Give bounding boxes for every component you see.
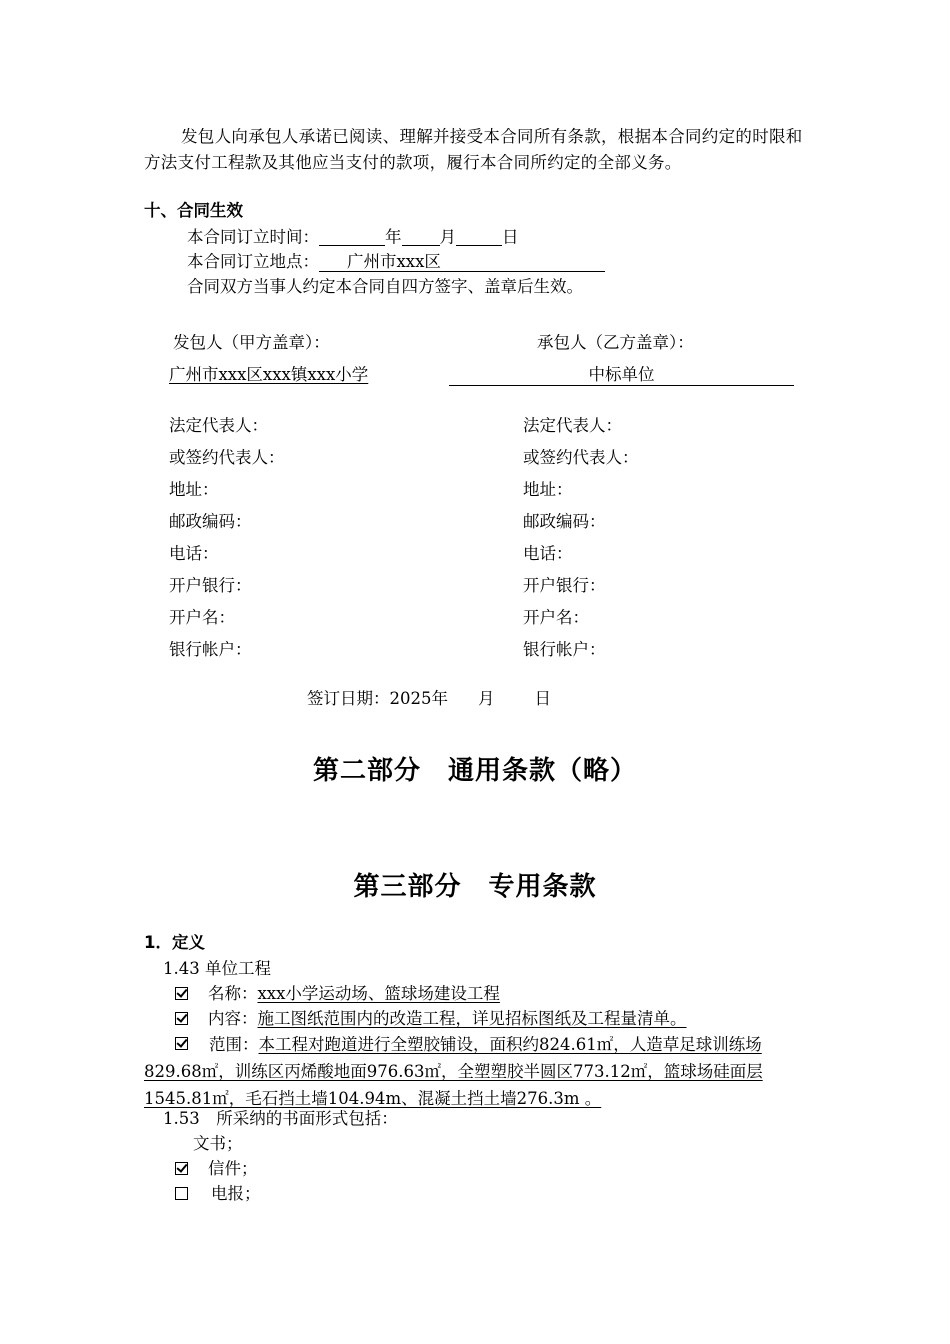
content-checkbox[interactable] <box>175 1012 188 1025</box>
name-value: xxx小学运动场、篮球场建设工程 <box>257 984 500 1003</box>
form-telegram-row <box>175 1186 261 1203</box>
letter-checkbox[interactable] <box>175 1162 188 1175</box>
sign-date-day: 日 <box>534 689 551 708</box>
part2-title: 第二部分 通用条款（略） <box>312 756 637 786</box>
signing-place-line <box>187 254 605 272</box>
contractor-field-label: 开户银行： <box>523 576 606 595</box>
section-heading-effect: 十、合同生效 <box>144 201 243 220</box>
effect-text: 合同双方当事人约定本合同自四方签字、盖章后生效。 <box>187 277 583 296</box>
signing-place-value: 广州市xxx区 <box>319 254 605 272</box>
month-blank[interactable] <box>402 229 440 246</box>
employer-field-label: 地址： <box>169 480 219 499</box>
scope-row <box>144 1031 808 1112</box>
part3-title: 第三部分 专用条款 <box>353 872 597 902</box>
name-label: 名称： <box>208 984 258 1003</box>
form-letter-row <box>175 1161 258 1178</box>
employer-field-label: 开户银行： <box>169 576 252 595</box>
content-value: 施工图纸范围内的改造工程，详见招标图纸及工程量清单。 <box>257 1009 687 1028</box>
contractor-field-label: 或签约代表人： <box>523 448 639 467</box>
telegram-checkbox[interactable] <box>175 1187 188 1200</box>
contractor-label: 承包人（乙方盖章）： <box>537 333 694 352</box>
name-row <box>175 986 500 1003</box>
sign-date-month: 月 <box>478 689 495 708</box>
contractor-field-label: 银行帐户： <box>523 640 606 659</box>
day-blank[interactable] <box>456 229 502 246</box>
contractor-field-label: 开户名： <box>523 608 589 627</box>
scope-label: 范围： <box>209 1035 259 1054</box>
intro-paragraph: 发包人向承包人承诺已阅读、理解并接受本合同所有条款，根据本合同约定的时限和方法支付工程款及其他应当支付的款项，履行本合同所约定的全部义务。 <box>144 127 803 172</box>
definitions-heading: 1．定义 <box>144 933 205 952</box>
contractor-field-label: 邮政编码： <box>523 512 606 531</box>
item-1-53: 1.53 所采纳的书面形式包括： <box>163 1109 398 1128</box>
employer-field-label: 开户名： <box>169 608 235 627</box>
name-checkbox[interactable] <box>175 987 188 1000</box>
month-label: 月 <box>439 227 456 247</box>
contractor-field-label: 电话： <box>523 544 573 563</box>
signing-place-label: 本合同订立地点： <box>187 252 319 271</box>
employer-field-label: 或签约代表人： <box>169 448 285 467</box>
form-document: 文书； <box>193 1134 243 1153</box>
contractor-field-label: 地址： <box>523 480 573 499</box>
scope-value: 本工程对跑道进行全塑胶铺设，面积约824.61㎡，人造草足球训练场829.68㎡，训练区丙烯酸地面976.63㎡，全塑塑胶半圆区773.12㎡，篮球场硅面层1545.81㎡，毛石挡土墙104.94m、混凝土挡土墙276.3m 。 <box>144 1035 763 1108</box>
day-label: 日 <box>502 227 519 247</box>
signing-time-label: 本合同订立时间： <box>187 227 319 247</box>
form-letter: 信件； <box>208 1159 258 1178</box>
employer-name <box>169 367 368 384</box>
sign-date-label: 签订日期：2025年 <box>307 689 448 708</box>
content-row <box>175 1011 687 1028</box>
employer-field-label: 邮政编码： <box>169 512 252 531</box>
item-1-43: 1.43 单位工程 <box>163 959 271 978</box>
employer-name-text: 广州市xxx区xxx镇xxx小学 <box>169 365 369 384</box>
employer-field-label: 法定代表人： <box>169 416 268 435</box>
signing-time-line <box>187 229 519 246</box>
contractor-name: 中标单位 <box>449 367 794 386</box>
employer-label: 发包人（甲方盖章）： <box>173 333 330 352</box>
year-label: 年 <box>385 227 402 247</box>
form-telegram: 电报； <box>211 1184 261 1203</box>
employer-field-label: 电话： <box>169 544 219 563</box>
sign-date <box>307 691 551 708</box>
contractor-field-label: 法定代表人： <box>523 416 622 435</box>
year-blank[interactable] <box>319 229 385 246</box>
content-label: 内容： <box>208 1009 258 1028</box>
employer-field-label: 银行帐户： <box>169 640 252 659</box>
